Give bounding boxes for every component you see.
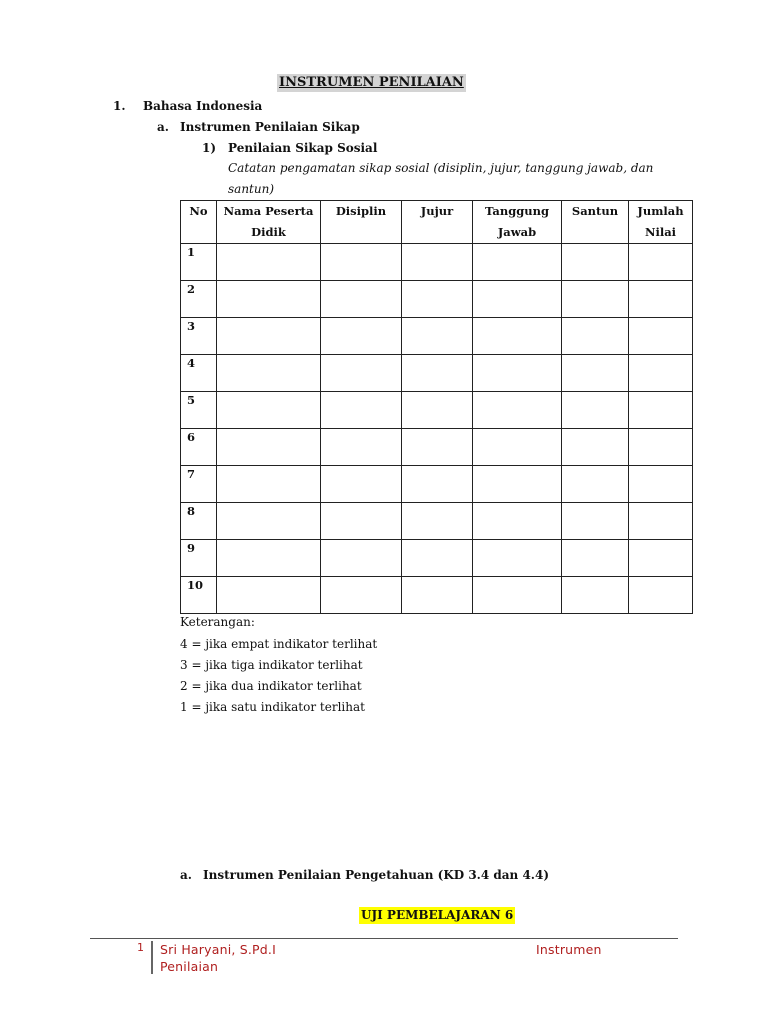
empty-cell [217,318,321,355]
subheading-label: Instrumen Penilaian Sikap [180,120,360,134]
header-line-1: Santun [571,204,619,218]
header-line-1: No [189,204,208,218]
empty-cell [473,540,562,577]
empty-cell [321,318,402,355]
row-number-cell: 2 [181,281,217,318]
empty-cell [321,577,402,614]
empty-cell [217,244,321,281]
row-number-cell: 8 [181,503,217,540]
empty-cell [402,503,473,540]
empty-cell [473,466,562,503]
empty-cell [562,577,629,614]
assessment-table [180,200,693,614]
table-header-cell [562,201,629,244]
table-row [181,244,693,281]
table-header-cell [473,201,562,244]
empty-cell [321,392,402,429]
row-number-cell: 4 [181,355,217,392]
empty-cell [562,466,629,503]
row-number-cell: 1 [181,244,217,281]
footer-divider [90,938,678,939]
footer-author: Sri Haryani, S.Pd.I [160,942,276,957]
row-number-cell: 9 [181,540,217,577]
subheading-number: 1) [202,141,217,155]
empty-cell [473,318,562,355]
empty-cell [629,577,693,614]
row-number-cell: 6 [181,429,217,466]
table-header-cell [321,201,402,244]
row-number-cell: 7 [181,466,217,503]
empty-cell [629,429,693,466]
table-row [181,540,693,577]
empty-cell [321,244,402,281]
empty-cell [321,429,402,466]
keterangan-item: 3 = jika tiga indikator terlihat [180,658,363,672]
empty-cell [562,355,629,392]
empty-cell [629,540,693,577]
table-row [181,318,693,355]
empty-cell [217,392,321,429]
empty-cell [402,540,473,577]
empty-cell [217,429,321,466]
header-line-2: Jawab [497,225,537,239]
header-line-1: Jujur [420,204,454,218]
subheading-penilaian-sikap [157,119,360,135]
footer-doc-title-2: Penilaian [160,959,219,974]
empty-cell [562,244,629,281]
empty-cell [321,503,402,540]
keterangan-item: 4 = jika empat indikator terlihat [180,637,378,651]
empty-cell [562,318,629,355]
empty-cell [562,281,629,318]
empty-cell [473,281,562,318]
row-number-cell: 10 [181,577,217,614]
header-line-2: Didik [251,225,286,239]
empty-cell [629,281,693,318]
section-heading-bahasa-indonesia [113,98,262,114]
table-header-cell [181,201,217,244]
empty-cell [217,281,321,318]
empty-cell [321,281,402,318]
footer-page-number: 1 [137,941,144,954]
empty-cell [629,318,693,355]
empty-cell [217,540,321,577]
subheading-letter: a. [180,868,192,882]
empty-cell [321,355,402,392]
footer-doc-title-1: Instrumen [536,942,602,957]
table-row [181,429,693,466]
empty-cell [217,577,321,614]
table-row [181,577,693,614]
empty-cell [402,244,473,281]
table-row [181,281,693,318]
empty-cell [473,577,562,614]
row-number-cell: 3 [181,318,217,355]
empty-cell [629,392,693,429]
empty-cell [217,355,321,392]
note-line-1: Catatan pengamatan sikap sosial (disiplin, jujur, tanggung jawab, dan [228,161,654,175]
empty-cell [473,503,562,540]
empty-cell [629,244,693,281]
table-header-cell [629,201,693,244]
empty-cell [562,392,629,429]
table-row [181,466,693,503]
empty-cell [402,355,473,392]
empty-cell [473,429,562,466]
header-line-1: Jumlah [637,204,684,218]
empty-cell [562,503,629,540]
table-header-row [181,201,693,244]
section-number: 1. [113,99,126,113]
empty-cell [402,466,473,503]
subheading-letter: a. [157,120,169,134]
note-line-2: santun) [228,182,275,196]
highlighted-heading: UJI PEMBELAJARAN 6 [361,908,514,922]
keterangan-title: Keterangan: [180,615,255,629]
header-line-1: Disiplin [335,204,387,218]
table-row [181,355,693,392]
empty-cell [562,429,629,466]
empty-cell [473,244,562,281]
table-row [181,392,693,429]
table-row [181,503,693,540]
subheading-sikap-sosial [202,140,377,156]
keterangan-item: 1 = jika satu indikator terlihat [180,700,365,714]
empty-cell [629,503,693,540]
header-line-1: Nama Peserta [223,204,314,218]
section-label: Bahasa Indonesia [143,99,263,113]
header-line-2: Nilai [644,225,677,239]
row-number-cell: 5 [181,392,217,429]
subheading-penilaian-pengetahuan [180,867,549,883]
empty-cell [629,355,693,392]
empty-cell [321,540,402,577]
empty-cell [402,577,473,614]
empty-cell [629,466,693,503]
subheading-label: Penilaian Sikap Sosial [228,141,378,155]
table-header-cell [402,201,473,244]
empty-cell [473,392,562,429]
table-body [181,244,693,614]
empty-cell [217,503,321,540]
empty-cell [402,392,473,429]
table-header-cell [217,201,321,244]
empty-cell [402,429,473,466]
empty-cell [217,466,321,503]
document-title: INSTRUMEN PENILAIAN [279,75,464,90]
empty-cell [321,466,402,503]
empty-cell [402,318,473,355]
empty-cell [562,540,629,577]
empty-cell [473,355,562,392]
footer-vertical-divider [151,941,153,974]
header-line-1: Tanggung [484,204,550,218]
keterangan-item: 2 = jika dua indikator terlihat [180,679,362,693]
empty-cell [402,281,473,318]
subheading-label: Instrumen Penilaian Pengetahuan (KD 3.4 dan 4.4) [203,868,550,882]
